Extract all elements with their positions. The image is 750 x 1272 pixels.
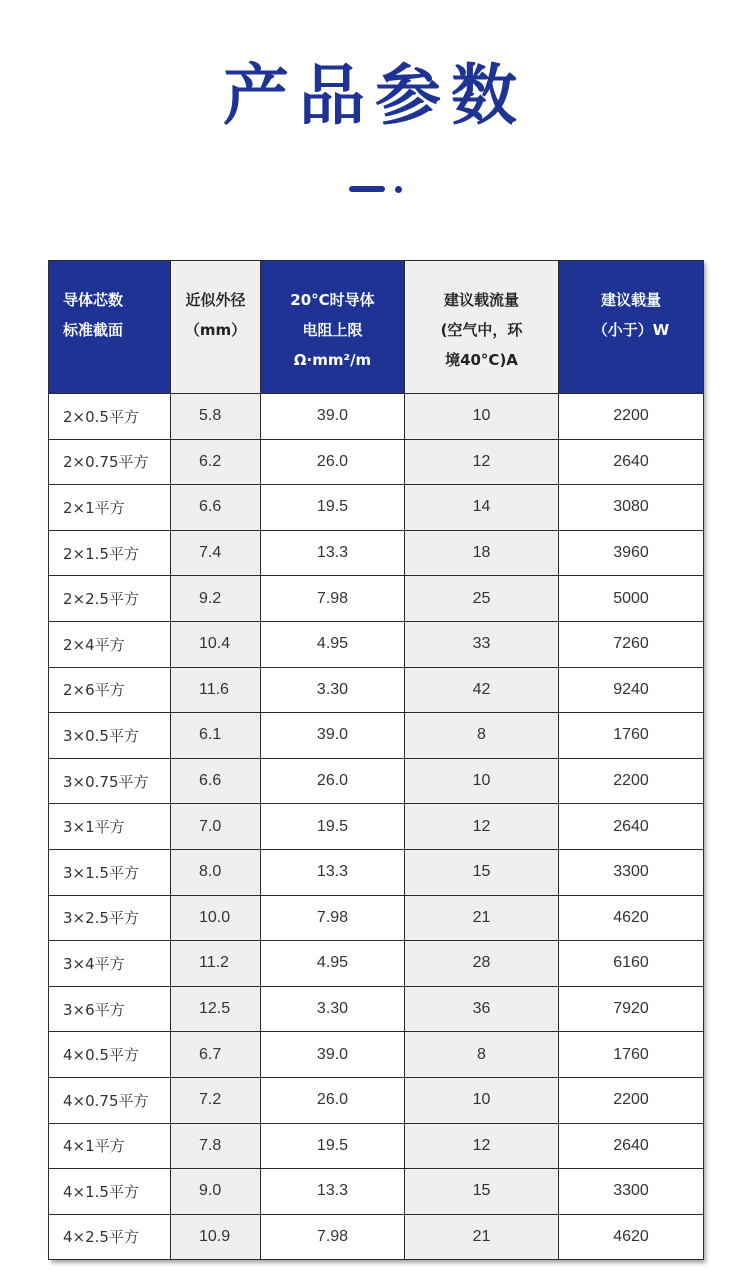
table-row — [49, 667, 704, 713]
cell-outer-diameter: 6.6 — [171, 758, 261, 804]
cell-cores-section: 2×1.5平方 — [49, 530, 171, 576]
cell-load: 2640 — [559, 1123, 704, 1169]
cell-cores-section: 2×2.5平方 — [49, 576, 171, 622]
cell-cores-section: 4×0.5平方 — [49, 1032, 171, 1078]
table-row — [49, 713, 704, 759]
header-label: 建议载量 （小于）W — [592, 291, 670, 339]
cell-current: 12 — [405, 439, 559, 485]
cell-load: 7920 — [559, 986, 704, 1032]
cell-current: 15 — [405, 1169, 559, 1215]
cell-cores-section: 4×1平方 — [49, 1123, 171, 1169]
cell-resistance: 19.5 — [261, 804, 405, 850]
cell-outer-diameter: 6.6 — [171, 485, 261, 531]
cell-cores-section: 3×0.5平方 — [49, 713, 171, 759]
cell-cores-section: 4×1.5平方 — [49, 1169, 171, 1215]
header-label: 20°C时导体 电阻上限 Ω·mm²/m — [290, 291, 375, 369]
cell-load: 9240 — [559, 667, 704, 713]
cell-outer-diameter: 12.5 — [171, 986, 261, 1032]
spec-table — [48, 260, 704, 1260]
header-outer-diameter — [171, 261, 261, 394]
table-row — [49, 621, 704, 667]
header-load-watts — [559, 261, 704, 394]
header-resistance — [261, 261, 405, 394]
cell-cores-section: 3×1.5平方 — [49, 849, 171, 895]
cell-cores-section: 3×1平方 — [49, 804, 171, 850]
cell-current: 25 — [405, 576, 559, 622]
cell-load: 2200 — [559, 758, 704, 804]
cell-cores-section: 3×0.75平方 — [49, 758, 171, 804]
cell-resistance: 26.0 — [261, 439, 405, 485]
title-divider — [349, 186, 409, 194]
cell-resistance: 13.3 — [261, 530, 405, 576]
cell-cores-section: 4×2.5平方 — [49, 1214, 171, 1260]
table-row — [49, 941, 704, 987]
cell-outer-diameter: 6.7 — [171, 1032, 261, 1078]
cell-cores-section: 3×6平方 — [49, 986, 171, 1032]
table-row — [49, 485, 704, 531]
cell-resistance: 4.95 — [261, 621, 405, 667]
cell-outer-diameter: 7.4 — [171, 530, 261, 576]
cell-cores-section: 3×2.5平方 — [49, 895, 171, 941]
cell-outer-diameter: 9.0 — [171, 1169, 261, 1215]
cell-load: 6160 — [559, 941, 704, 987]
cell-current: 8 — [405, 1032, 559, 1078]
cell-current: 36 — [405, 986, 559, 1032]
cell-cores-section: 2×0.5平方 — [49, 394, 171, 440]
divider-dot — [395, 186, 402, 193]
cell-cores-section: 2×0.75平方 — [49, 439, 171, 485]
table-header-row — [49, 261, 704, 394]
cell-outer-diameter: 5.8 — [171, 394, 261, 440]
cell-resistance: 7.98 — [261, 895, 405, 941]
header-label: 近似外径 （mm） — [184, 291, 247, 339]
table-row — [49, 1032, 704, 1078]
cell-load: 2640 — [559, 804, 704, 850]
table-row — [49, 804, 704, 850]
cell-load: 2200 — [559, 394, 704, 440]
cell-load: 4620 — [559, 1214, 704, 1260]
table-row — [49, 576, 704, 622]
cell-outer-diameter: 7.8 — [171, 1123, 261, 1169]
cell-outer-diameter: 7.2 — [171, 1077, 261, 1123]
cell-cores-section: 2×6平方 — [49, 667, 171, 713]
cell-outer-diameter: 8.0 — [171, 849, 261, 895]
cell-outer-diameter: 11.6 — [171, 667, 261, 713]
cell-outer-diameter: 10.4 — [171, 621, 261, 667]
cell-load: 7260 — [559, 621, 704, 667]
cell-load: 3960 — [559, 530, 704, 576]
header-conductor-cores — [49, 261, 171, 394]
cell-outer-diameter: 6.2 — [171, 439, 261, 485]
table-row — [49, 895, 704, 941]
cell-load: 2200 — [559, 1077, 704, 1123]
cell-current: 10 — [405, 394, 559, 440]
table-row — [49, 530, 704, 576]
cell-current: 18 — [405, 530, 559, 576]
table-row — [49, 394, 704, 440]
cell-load: 3300 — [559, 1169, 704, 1215]
cell-load: 1760 — [559, 1032, 704, 1078]
divider-bar — [349, 186, 385, 192]
cell-outer-diameter: 10.0 — [171, 895, 261, 941]
header-label: 导体芯数 标准截面 — [63, 291, 124, 339]
table-row — [49, 758, 704, 804]
cell-load: 1760 — [559, 713, 704, 759]
cell-resistance: 3.30 — [261, 986, 405, 1032]
cell-current: 8 — [405, 713, 559, 759]
cell-current: 21 — [405, 1214, 559, 1260]
cell-load: 3300 — [559, 849, 704, 895]
cell-current: 42 — [405, 667, 559, 713]
cell-resistance: 13.3 — [261, 1169, 405, 1215]
cell-resistance: 19.5 — [261, 1123, 405, 1169]
cell-current: 12 — [405, 804, 559, 850]
cell-cores-section: 3×4平方 — [49, 941, 171, 987]
cell-outer-diameter: 11.2 — [171, 941, 261, 987]
cell-resistance: 19.5 — [261, 485, 405, 531]
page-title: 产品参数 — [223, 57, 527, 134]
cell-resistance: 7.98 — [261, 576, 405, 622]
cell-cores-section: 2×1平方 — [49, 485, 171, 531]
table-row — [49, 439, 704, 485]
cell-resistance: 39.0 — [261, 713, 405, 759]
cell-resistance: 3.30 — [261, 667, 405, 713]
cell-resistance: 4.95 — [261, 941, 405, 987]
cell-load: 5000 — [559, 576, 704, 622]
cell-resistance: 39.0 — [261, 394, 405, 440]
cell-cores-section: 4×0.75平方 — [49, 1077, 171, 1123]
table-row — [49, 1077, 704, 1123]
cell-resistance: 13.3 — [261, 849, 405, 895]
cell-current: 33 — [405, 621, 559, 667]
cell-current: 10 — [405, 1077, 559, 1123]
cell-current: 10 — [405, 758, 559, 804]
cell-resistance: 26.0 — [261, 1077, 405, 1123]
cell-resistance: 7.98 — [261, 1214, 405, 1260]
cell-current: 21 — [405, 895, 559, 941]
cell-outer-diameter: 10.9 — [171, 1214, 261, 1260]
cell-current: 28 — [405, 941, 559, 987]
cell-outer-diameter: 9.2 — [171, 576, 261, 622]
cell-current: 12 — [405, 1123, 559, 1169]
cell-resistance: 39.0 — [261, 1032, 405, 1078]
header-current-capacity — [405, 261, 559, 394]
table-row — [49, 1123, 704, 1169]
table-row — [49, 1169, 704, 1215]
cell-load: 3080 — [559, 485, 704, 531]
cell-cores-section: 2×4平方 — [49, 621, 171, 667]
table-row — [49, 849, 704, 895]
cell-current: 15 — [405, 849, 559, 895]
cell-outer-diameter: 6.1 — [171, 713, 261, 759]
table-row — [49, 1214, 704, 1260]
cell-load: 4620 — [559, 895, 704, 941]
cell-load: 2640 — [559, 439, 704, 485]
header-label: 建议载流量 (空气中，环 境40°C)A — [440, 291, 523, 369]
cell-resistance: 26.0 — [261, 758, 405, 804]
spec-table-container — [48, 260, 703, 1260]
table-row — [49, 986, 704, 1032]
cell-outer-diameter: 7.0 — [171, 804, 261, 850]
cell-current: 14 — [405, 485, 559, 531]
